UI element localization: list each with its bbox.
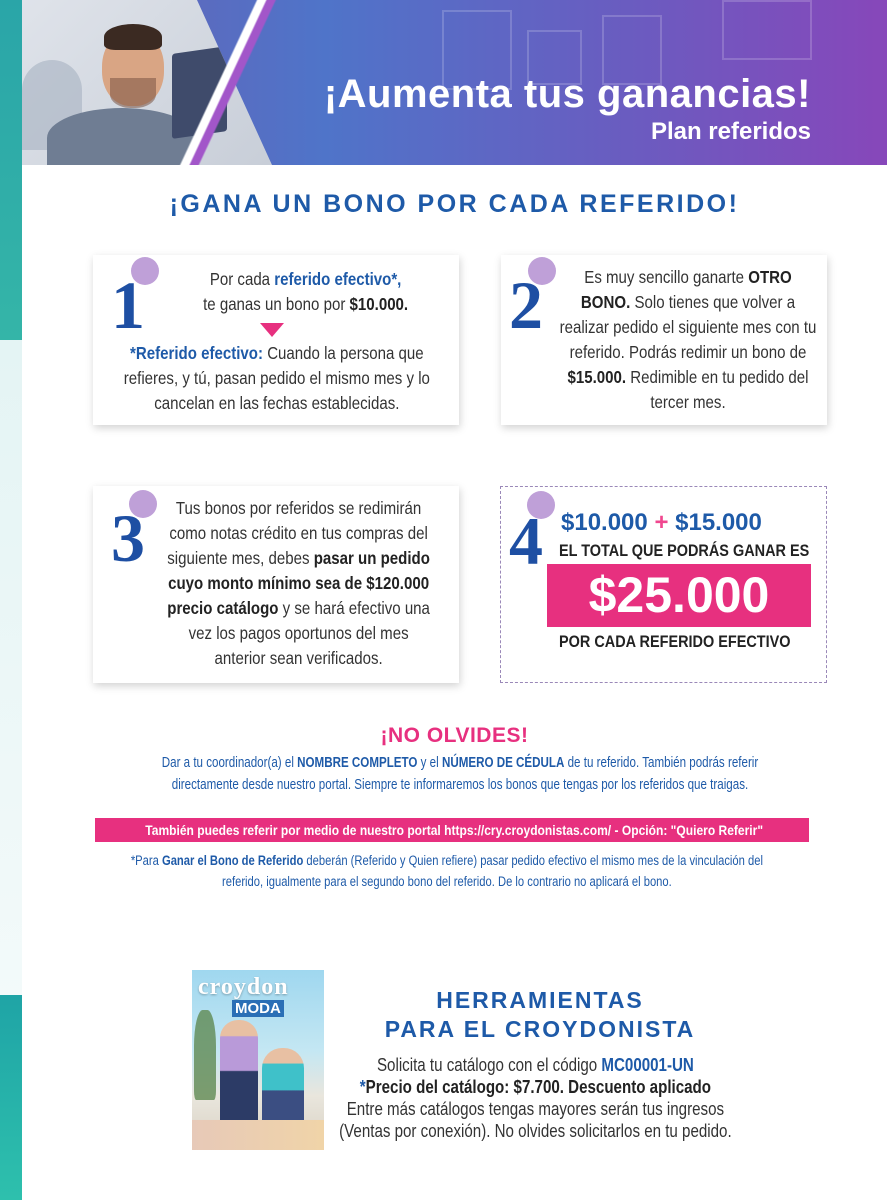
total-label: EL TOTAL QUE PODRÁS GANAR ES [559,541,810,560]
total-amount: $25.000 [547,564,811,627]
note-n4: referido, igualmente para el segundo bono del referido. De lo contrario no aplicará el bono. [222,874,672,889]
per-referral-label: POR CADA REFERIDO EFECTIVO [559,632,791,651]
tools-title-line1: HERRAMIENTAS [436,987,644,1013]
step-3-t2: pasar un pedido cuyo monto mínimo sea de $120.000 precio catálogo [167,548,430,618]
step-1-def-text: Cuando la persona que refieres, y tú, pasan pedido el mismo mes y lo cancelan en las fechas establecidas. [123,343,430,413]
step-2-t2: OTRO BONO. [580,267,792,312]
man-hair [104,24,162,50]
tools-code-text: Solicita tu catálogo con el código [376,1055,602,1075]
reminder-p3: y el [417,755,442,771]
page-subtitle: Plan referidos [650,118,811,145]
reminder-title: ¡NO OLVIDES! [380,724,529,747]
strip-light-middle [0,340,22,1000]
step-2-t1: Es muy sencillo ganarte [584,267,749,287]
step-1-line1b: referido efectivo*, [274,269,402,289]
step-card-3 [93,486,459,683]
amount-sum-row [561,509,762,537]
tools-title-line2: PARA EL CROYDONISTA [384,1016,696,1042]
tools-title [340,986,740,1044]
photo-diagonal-edge [172,0,282,165]
step-card-4 [500,486,827,683]
step-1-line2a: te ganas un bono por [203,294,350,314]
model-figure-1 [220,1020,258,1132]
reminder-text [60,752,860,796]
note-n2: Ganar el Bono de Referido [161,853,304,868]
catalog-price: *Precio del catálogo: $7.700. Descuento aplicado [359,1077,712,1097]
tools-code-line [338,1054,733,1076]
step-3-t1: Tus bonos por referidos se redimirán como notas crédito en tus compras del siguiente mes, debes [167,498,428,568]
note-n3: deberán (Referido y Quien refiere) pasar pedido efectivo el mismo mes de la vinculación del [303,853,763,868]
left-decorative-strip [0,0,22,1200]
catalog-price-text: Precio del catálogo: $7.700. Descuento aplicado [365,1077,712,1097]
step-1-def-label: *Referido efectivo: [130,343,264,363]
catalog-badge: MODA [232,1000,284,1017]
step-number-1: 1 [111,267,145,343]
reminder-p5: de tu referido. También podrás referir [564,755,759,771]
step-2-text [559,265,817,415]
strip-teal-bottom [0,995,22,1200]
tools-text [338,1054,733,1142]
strip-teal-top [0,0,22,360]
step-card-1 [93,255,459,425]
reminder-p2: NOMBRE COMPLETO [297,755,418,771]
reminder-p4: NÚMERO DE CÉDULA [441,755,565,771]
step-card-2 [501,255,827,425]
catalog-brand-logo: croydon [198,974,289,1000]
palm-tree-shape [194,1010,216,1100]
step-2-t5: Redimible en tu pedido del tercer mes. [626,367,809,412]
amount-b: $15.000 [675,509,762,536]
header-banner [22,0,887,165]
amount-a: $10.000 [561,509,648,536]
portal-link-bar[interactable] [95,818,809,842]
step-number-2: 2 [509,267,543,343]
portal-link-text[interactable]: También puedes referir por medio de nuestro portal https://cry.croydonistas.com/ - Opción: "Quiero Referir" [145,822,764,838]
step-1-intro [168,267,443,317]
headline: ¡GANA UN BONO POR CADA REFERIDO! [169,190,740,218]
step-2-t4: $15.000. [567,367,627,387]
step-1-line2b: $10.000. [349,294,409,314]
plus-sign: + [654,509,669,536]
step-2-t3: Solo tienes que volver a realizar pedido el siguiente mes con tu referido. Podrás redimir un bono de [559,292,817,362]
reminder-p6: directamente desde nuestro portal. Siempre te informaremos los bonos que tengas por los referidos que traigas. [171,777,749,793]
bonus-note [90,850,804,892]
pink-triangle-icon [260,323,284,337]
step-1-definition [107,341,447,416]
man-beard [110,78,156,108]
reminder-p1: Dar a tu coordinador(a) el [161,755,298,771]
tools-line3: Entre más catálogos tengas mayores serán tus ingresos [346,1099,725,1119]
catalog-bottom-banner [192,1120,324,1150]
step-number-3: 3 [111,500,145,576]
catalog-cover-image [192,970,324,1150]
tools-line4: (Ventas por conexión). No olvides solicitarlos en tu pedido. [339,1121,732,1141]
step-3-text [161,496,436,671]
note-n1: *Para [130,853,162,868]
step-number-4: 4 [509,503,543,579]
step-1-line1a: Por cada [209,269,275,289]
step-3-t3: y se hará efectivo una vez los pagos oportunos del mes anterior sean verificados. [188,598,430,668]
page-title: ¡Aumenta tus ganancias! [323,72,811,116]
catalog-code: MC00001-UN [601,1055,694,1075]
